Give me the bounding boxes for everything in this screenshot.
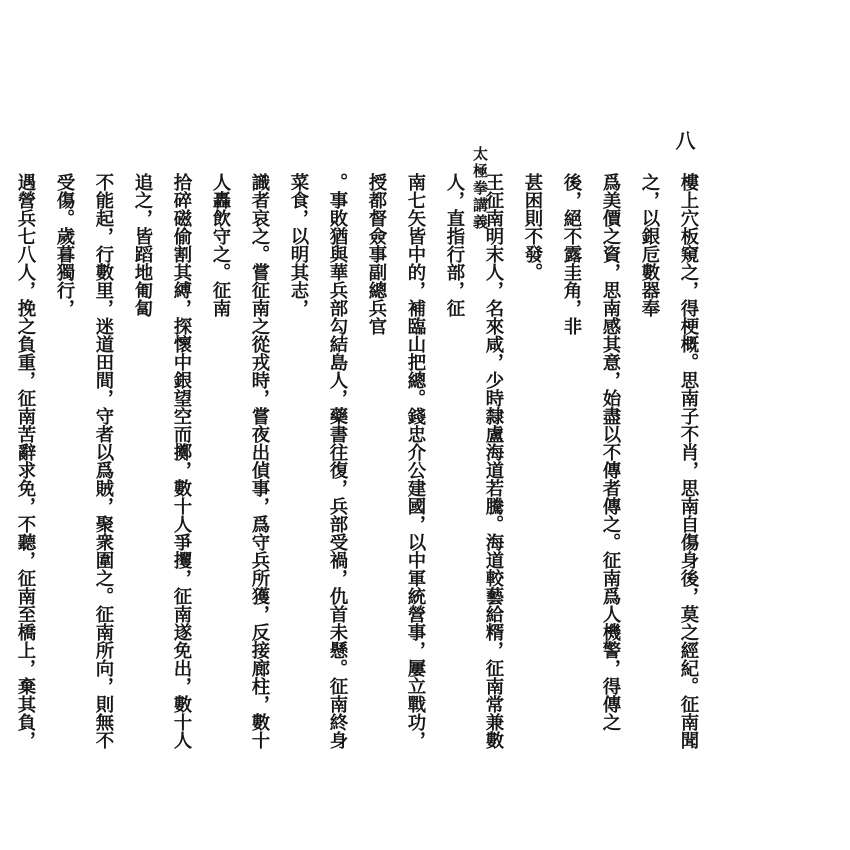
text-column: 識者哀之。嘗征南之從戎時，嘗夜出偵事，爲守兵所獲，反接廊柱，數十人轟飲守之。征南 <box>210 173 270 749</box>
text-column: 樓上穴板窺之，得梗概。思南子不肖，思南自傷身後，莫之經紀。征南聞之，以銀卮數器奉 <box>639 173 699 749</box>
text-column: 南七矢皆中的，補臨山把總。錢忠介公建國，以中軍統營事，屢立戰功，授都督僉事副總兵官 <box>366 173 426 749</box>
text-column: 。事敗猶與華兵部勾結島人，藥書往復，兵部受禍，仇首未懸。征南終身菜食，以明其志， <box>288 173 348 749</box>
text-column: 甚困則不發。 <box>522 173 543 281</box>
text-column: 爲美價之資，思南感其意，始盡以不傳者傳之。征南爲人機警，得傳之後，絕不露圭角，非 <box>561 173 621 731</box>
page-number: 八 <box>672 130 696 150</box>
text-column: 王征南明末人，名來咸，少時隸盧海道若騰。海道較藝給糈，征南常兼數人，直指行部，征 <box>444 173 504 749</box>
vertical-text-block <box>15 173 708 761</box>
text-column: 遇營兵七八人，挽之負重，征南苦辭求免，不聽，征南至橋上，棄其負， <box>15 173 36 749</box>
text-column: 不能起，行數里，迷道田間，守者以爲賊，聚衆圍之。征南所向，則無不受傷。歲暮獨行， <box>54 173 114 749</box>
text-column: 拾碎磁偷割其縛，探懷中銀望空而擲，數十人爭攫，征南遂免出，數十人追之，皆蹈地匍匐 <box>132 173 192 749</box>
book-title: 太極拳講義 <box>471 146 489 231</box>
